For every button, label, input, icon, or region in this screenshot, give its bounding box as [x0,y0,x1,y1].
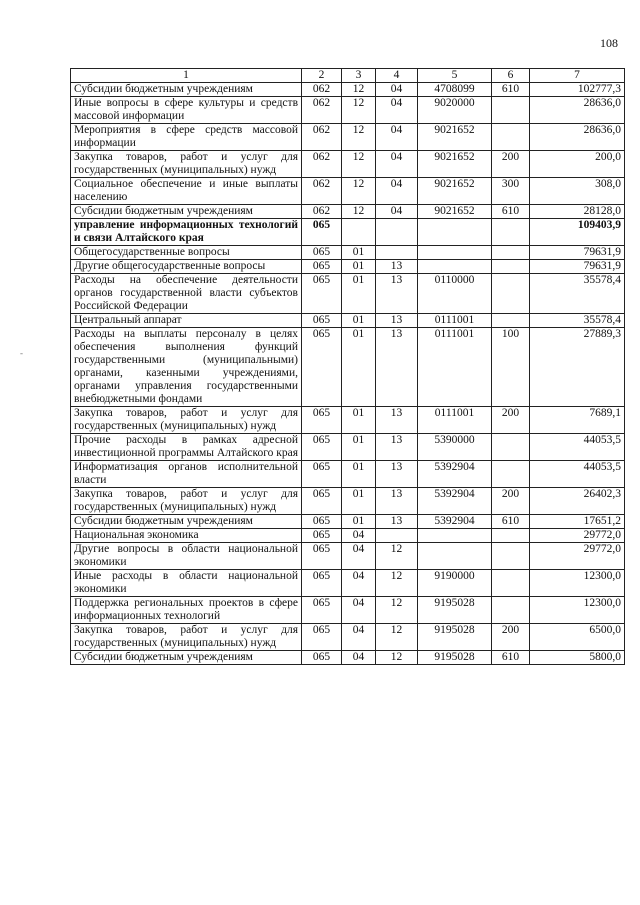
row-name: Другие вопросы в области национальной экономики [71,543,302,570]
row-subsection-code: 12 [376,543,418,570]
row-section-code: 01 [342,260,376,274]
row-name: Центральный аппарат [71,314,302,328]
table-row [71,515,625,529]
row-expense-type: 610 [492,83,530,97]
row-expense-type [492,543,530,570]
row-name: Закупка товаров, работ и услуг для государственных (муниципальных) нужд [71,624,302,651]
header-cell: 1 [71,69,302,83]
row-name: Закупка товаров, работ и услуг для государственных (муниципальных) нужд [71,407,302,434]
row-target-code: 9021652 [418,205,492,219]
row-expense-type: 610 [492,515,530,529]
row-name: Субсидии бюджетным учреждениям [71,205,302,219]
row-admin-code: 062 [302,205,342,219]
row-section-code: 12 [342,178,376,205]
row-expense-type: 100 [492,328,530,407]
table-row [71,178,625,205]
row-section-code: 04 [342,543,376,570]
header-cell: 4 [376,69,418,83]
row-admin-code: 062 [302,178,342,205]
row-subsection-code: 12 [376,597,418,624]
row-expense-type [492,274,530,314]
table-row [71,651,625,665]
row-target-code: 9195028 [418,624,492,651]
row-expense-type [492,529,530,543]
row-subsection-code: 13 [376,314,418,328]
row-name: Мероприятия в сфере средств массовой информации [71,124,302,151]
row-section-code: 12 [342,151,376,178]
row-name: Закупка товаров, работ и услуг для государственных (муниципальных) нужд [71,151,302,178]
header-cell: 3 [342,69,376,83]
row-amount: 109403,9 [530,219,625,246]
table-row [71,529,625,543]
table-row [71,124,625,151]
row-subsection-code [376,246,418,260]
row-section-code: 01 [342,488,376,515]
row-admin-code: 065 [302,434,342,461]
row-subsection-code: 04 [376,124,418,151]
table-row [71,314,625,328]
table-row [71,407,625,434]
row-amount: 27889,3 [530,328,625,407]
row-admin-code: 065 [302,529,342,543]
row-amount: 12300,0 [530,570,625,597]
row-section-code: 04 [342,570,376,597]
row-admin-code: 065 [302,461,342,488]
row-target-code: 9021652 [418,124,492,151]
header-cell: 2 [302,69,342,83]
row-section-code: 12 [342,97,376,124]
row-expense-type: 200 [492,407,530,434]
row-admin-code: 062 [302,83,342,97]
row-expense-type [492,260,530,274]
row-name: Социальное обеспечение и иные выплаты населению [71,178,302,205]
row-admin-code: 062 [302,97,342,124]
row-subsection-code: 04 [376,83,418,97]
row-expense-type [492,461,530,488]
row-section-code: 01 [342,246,376,260]
row-target-code: 4708099 [418,83,492,97]
row-subsection-code: 13 [376,434,418,461]
row-target-code: 5390000 [418,434,492,461]
row-admin-code: 065 [302,570,342,597]
row-subsection-code: 13 [376,488,418,515]
row-target-code: 0110000 [418,274,492,314]
row-admin-code: 065 [302,274,342,314]
row-amount: 102777,3 [530,83,625,97]
row-amount: 28128,0 [530,205,625,219]
row-amount: 44053,5 [530,434,625,461]
row-amount: 29772,0 [530,529,625,543]
row-target-code: 0111001 [418,314,492,328]
row-subsection-code: 12 [376,624,418,651]
row-amount: 29772,0 [530,543,625,570]
row-amount: 200,0 [530,151,625,178]
row-expense-type [492,124,530,151]
table-row [71,434,625,461]
page-number: 108 [600,36,618,50]
row-amount: 6500,0 [530,624,625,651]
table-row [71,543,625,570]
row-subsection-code: 04 [376,178,418,205]
row-expense-type: 200 [492,624,530,651]
row-section-code [342,219,376,246]
row-target-code: 9021652 [418,178,492,205]
row-admin-code: 065 [302,597,342,624]
row-expense-type [492,219,530,246]
row-subsection-code: 13 [376,515,418,529]
table-row [71,461,625,488]
row-admin-code: 065 [302,407,342,434]
row-expense-type [492,434,530,461]
row-amount: 28636,0 [530,97,625,124]
row-target-code: 9020000 [418,97,492,124]
row-target-code: 5392904 [418,488,492,515]
row-section-code: 01 [342,274,376,314]
row-section-code: 01 [342,314,376,328]
table-row [71,205,625,219]
row-section-code: 01 [342,434,376,461]
row-name: Субсидии бюджетным учреждениям [71,83,302,97]
row-name: Национальная экономика [71,529,302,543]
row-subsection-code: 12 [376,651,418,665]
row-section-code: 12 [342,83,376,97]
row-target-code: 0111001 [418,328,492,407]
table-row [71,624,625,651]
row-subsection-code: 13 [376,328,418,407]
row-subsection-code: 12 [376,570,418,597]
header-cell: 5 [418,69,492,83]
row-name: Информатизация органов исполнительной власти [71,461,302,488]
header-cell: 6 [492,69,530,83]
row-target-code [418,543,492,570]
row-target-code: 9021652 [418,151,492,178]
row-expense-type [492,597,530,624]
table-row [71,260,625,274]
row-amount: 79631,9 [530,260,625,274]
table-row [71,488,625,515]
row-name: Субсидии бюджетным учреждениям [71,651,302,665]
row-amount: 17651,2 [530,515,625,529]
row-target-code: 5392904 [418,461,492,488]
row-subsection-code [376,219,418,246]
row-target-code: 9195028 [418,597,492,624]
row-amount: 35578,4 [530,314,625,328]
row-section-code: 01 [342,515,376,529]
row-admin-code: 065 [302,260,342,274]
row-subsection-code: 13 [376,260,418,274]
table-row [71,328,625,407]
row-target-code [418,260,492,274]
row-admin-code: 065 [302,624,342,651]
row-expense-type [492,97,530,124]
table-header-row [71,69,625,83]
row-section-code: 12 [342,205,376,219]
table-row [71,246,625,260]
margin-mark: - [20,348,23,358]
row-subsection-code: 04 [376,97,418,124]
row-name: Прочие расходы в рамках адресной инвестиционной программы Алтайского края [71,434,302,461]
row-subsection-code: 13 [376,407,418,434]
row-name: Иные вопросы в сфере культуры и средств массовой информации [71,97,302,124]
row-section-code: 12 [342,124,376,151]
row-name: Субсидии бюджетным учреждениям [71,515,302,529]
row-section-code: 04 [342,529,376,543]
row-expense-type [492,246,530,260]
row-subsection-code: 13 [376,274,418,314]
table-row [71,219,625,246]
row-admin-code: 065 [302,488,342,515]
row-target-code: 0111001 [418,407,492,434]
row-section-code: 01 [342,461,376,488]
row-target-code [418,529,492,543]
row-expense-type: 610 [492,205,530,219]
row-target-code [418,246,492,260]
table-body [71,83,625,665]
table-row [71,97,625,124]
row-section-code: 01 [342,407,376,434]
row-admin-code: 065 [302,651,342,665]
row-section-code: 04 [342,597,376,624]
row-admin-code: 065 [302,314,342,328]
row-name: Общегосударственные вопросы [71,246,302,260]
row-name: Закупка товаров, работ и услуг для государственных (муниципальных) нужд [71,488,302,515]
row-admin-code: 065 [302,543,342,570]
row-admin-code: 062 [302,151,342,178]
row-target-code: 5392904 [418,515,492,529]
row-admin-code: 065 [302,328,342,407]
row-amount: 5800,0 [530,651,625,665]
table-row [71,83,625,97]
row-name: Другие общегосударственные вопросы [71,260,302,274]
table-row [71,597,625,624]
row-expense-type [492,570,530,597]
row-name: Поддержка региональных проектов в сфере информационных технологий [71,597,302,624]
row-name: Иные расходы в области национальной экономики [71,570,302,597]
table-row [71,570,625,597]
row-expense-type: 300 [492,178,530,205]
row-amount: 44053,5 [530,461,625,488]
row-target-code: 9190000 [418,570,492,597]
row-amount: 28636,0 [530,124,625,151]
row-admin-code: 065 [302,515,342,529]
table-row [71,151,625,178]
row-amount: 12300,0 [530,597,625,624]
row-section-code: 04 [342,624,376,651]
row-amount: 7689,1 [530,407,625,434]
row-subsection-code: 04 [376,205,418,219]
header-cell: 7 [530,69,625,83]
row-expense-type: 200 [492,151,530,178]
row-amount: 308,0 [530,178,625,205]
row-admin-code: 065 [302,246,342,260]
row-section-code: 01 [342,328,376,407]
row-amount: 35578,4 [530,274,625,314]
row-admin-code: 065 [302,219,342,246]
row-name: Расходы на обеспечение деятельности органов государственной власти субъектов Российской Федерации [71,274,302,314]
row-amount: 79631,9 [530,246,625,260]
table-row [71,274,625,314]
row-name: управление информационных технологий и связи Алтайского края [71,219,302,246]
row-subsection-code [376,529,418,543]
row-expense-type [492,314,530,328]
row-subsection-code: 13 [376,461,418,488]
row-target-code [418,219,492,246]
row-admin-code: 062 [302,124,342,151]
row-subsection-code: 04 [376,151,418,178]
row-name: Расходы на выплаты персоналу в целях обеспечения выполнения функций государственными (муниципальными) органами, казенными учреждениями, органами управления государственными внебюджетными фондами [71,328,302,407]
row-target-code: 9195028 [418,651,492,665]
row-amount: 26402,3 [530,488,625,515]
row-expense-type: 610 [492,651,530,665]
budget-table [70,68,625,665]
row-expense-type: 200 [492,488,530,515]
row-section-code: 04 [342,651,376,665]
